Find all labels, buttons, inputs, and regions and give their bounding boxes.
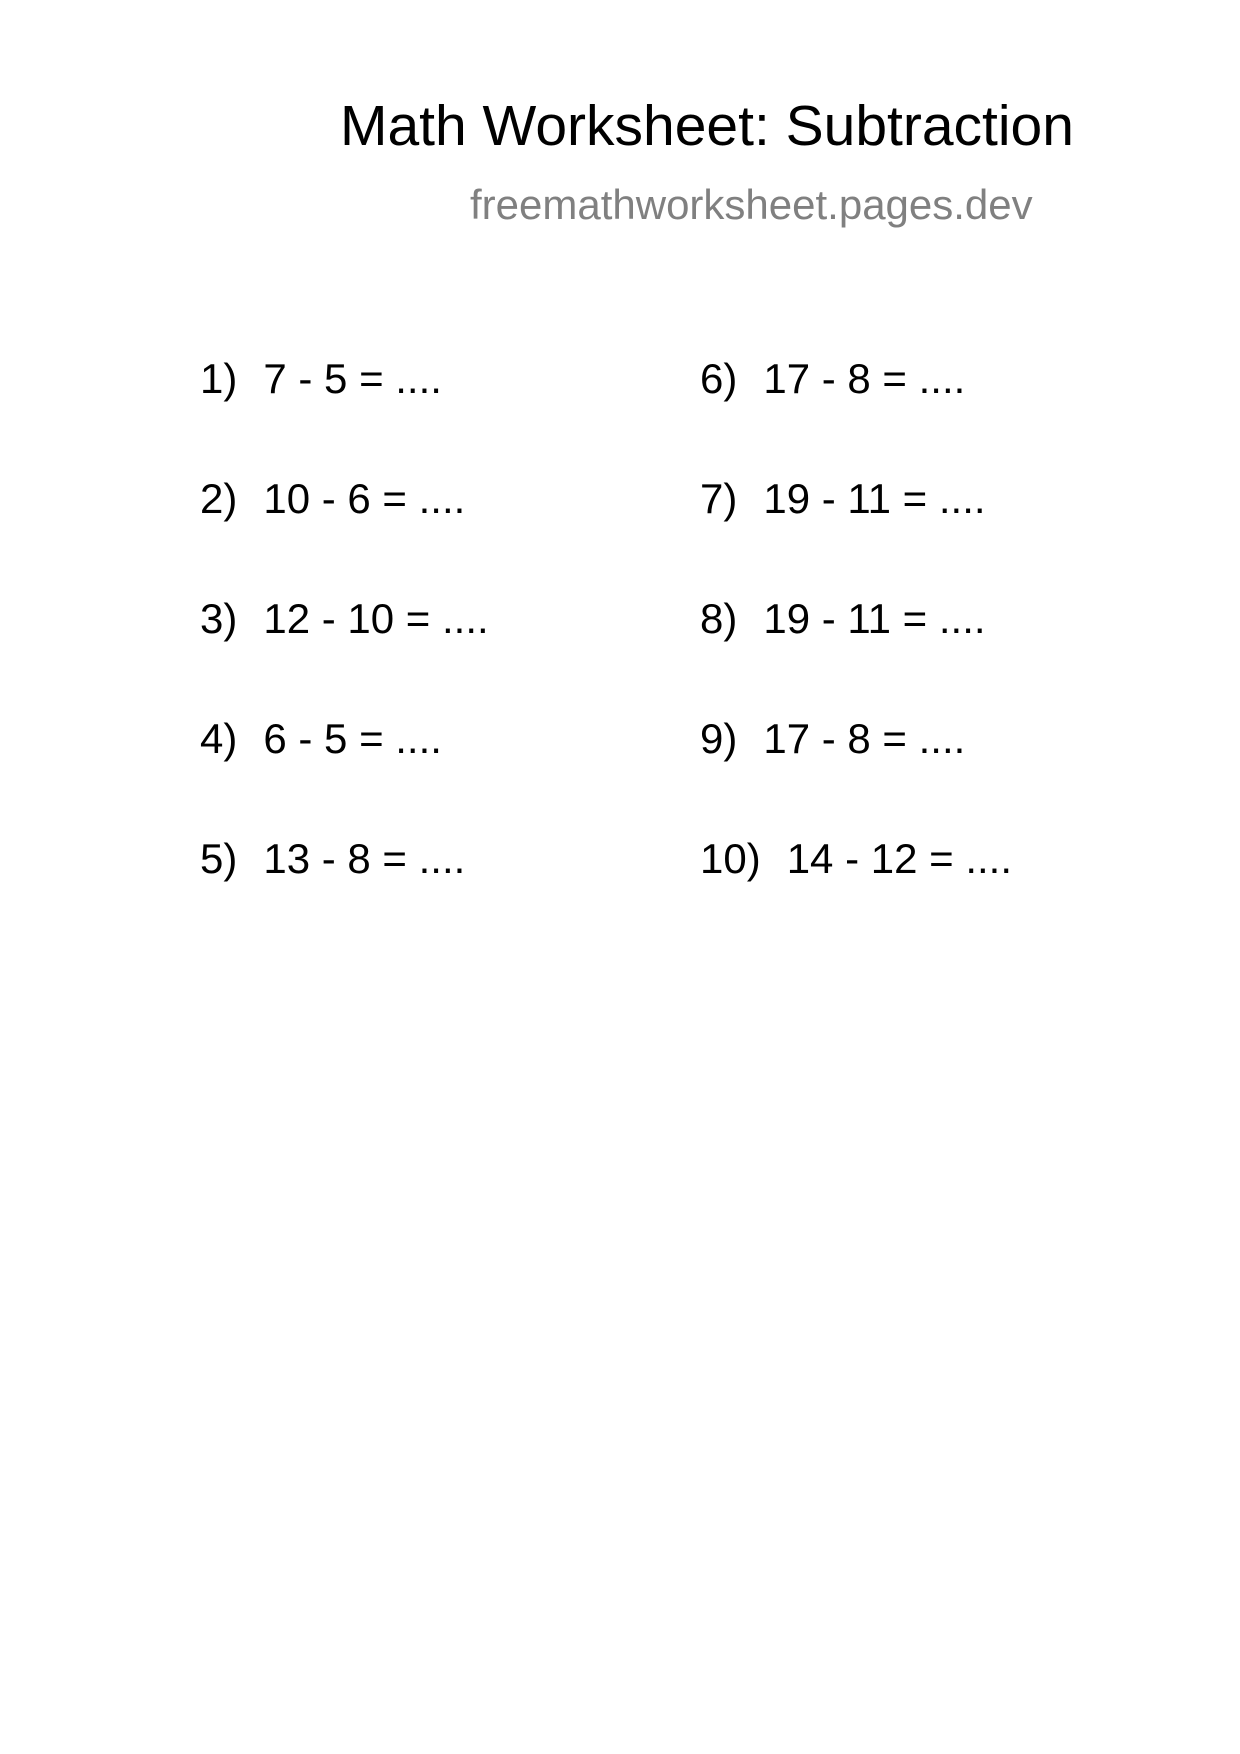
- problem-number: 5): [200, 835, 238, 882]
- problem-9: [700, 715, 966, 762]
- problem-number: 7): [700, 475, 738, 522]
- problem-expression: 13 - 8 = ....: [263, 835, 466, 882]
- problem-number: 9): [700, 715, 738, 762]
- problem-1: [200, 355, 442, 402]
- problem-expression: 10 - 6 = ....: [263, 475, 466, 522]
- problem-expression: 6 - 5 = ....: [263, 715, 442, 762]
- problem-number: 8): [700, 595, 738, 642]
- problem-expression: 19 - 11 = ....: [763, 595, 986, 642]
- problem-5: [200, 835, 466, 882]
- problem-expression: 12 - 10 = ....: [263, 595, 489, 642]
- problem-2: [200, 475, 466, 522]
- problem-6: [700, 355, 966, 402]
- problem-3: [200, 595, 489, 642]
- problem-number: 10): [700, 835, 761, 882]
- problem-8: [700, 595, 986, 642]
- problem-number: 6): [700, 355, 738, 402]
- problem-number: 2): [200, 475, 238, 522]
- problem-expression: 19 - 11 = ....: [763, 475, 986, 522]
- problem-10: [700, 835, 1013, 882]
- problem-7: [700, 475, 986, 522]
- problem-number: 4): [200, 715, 238, 762]
- problem-number: 1): [200, 355, 238, 402]
- worksheet-title: Math Worksheet: Subtraction: [340, 94, 1074, 158]
- problem-expression: 17 - 8 = ....: [763, 355, 966, 402]
- problem-expression: 14 - 12 = ....: [786, 835, 1013, 882]
- problem-expression: 17 - 8 = ....: [763, 715, 966, 762]
- problem-number: 3): [200, 595, 238, 642]
- problem-4: [200, 715, 442, 762]
- worksheet-source-url: freemathworksheet.pages.dev: [470, 181, 1033, 228]
- problem-expression: 7 - 5 = ....: [263, 355, 442, 402]
